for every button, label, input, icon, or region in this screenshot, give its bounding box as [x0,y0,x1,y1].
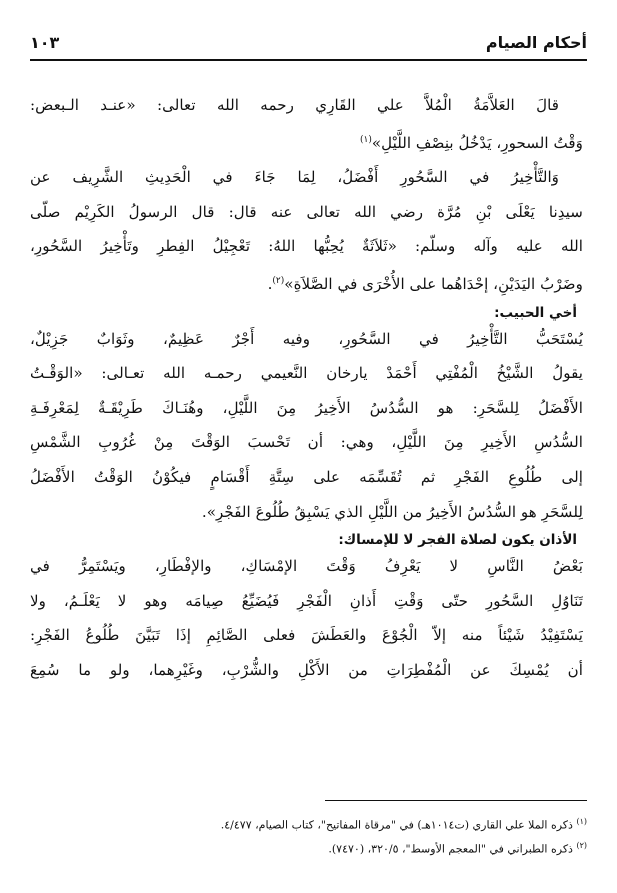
text-line: يقولُ الشَّيْخُ الْمُفْتِي أَحْمَدْ يارخان النَّعيمي رحمـه الله تعـالى: «الوَقْـتُ [30,364,583,383]
text-line-content: وضَرْبُ اليَدَيْنِ، إحْدَاهُما على الأُخْرَى في الصَّلاَةِ» [284,275,583,294]
text-line: سيدِنا يَعْلَى بْنِ مُرَّة رضي الله تعالى عنه قال: قال الرسولُ الكَرِيْم صلّى [30,202,583,221]
text-line: يَسْتَفِيْدُ شَيْئاً منه إلاّ الْجُوْعَ والعَطَشَ فعلى الصَّائِمِ إذَا تَبَيَّنَ طُلُوعُ الفَجْرِ: [30,626,583,645]
footnote-ref[interactable]: (١) [359,134,372,145]
page-number: ١٠٣ [30,32,60,52]
footnote-text: ذكره الطبراني في "المعجم الأوسط"، ٣٢٠/٥، (٧٤٧٠). [328,842,573,856]
text-line [30,264,583,302]
footnote [30,812,587,836]
body-text [30,88,583,688]
text-line: قالَ العَلاَّمَةُ الْمُلاَّ علي القَارِي رحمه الله تعالى: «عنـد الـبعض: [30,96,559,114]
footnote-ref[interactable]: (٢) [272,276,285,287]
text-line: الأَفْضَلُ لِلسَّحَرِ: هو السُّدُسُ الأَخِيرُ مِنَ اللَّيْلِ، وهُنَـاكَ طَرِيْقَـةٌ لِمَعْرِفَـةِ [30,398,583,417]
section-heading: أخي الحبيب: [494,304,577,321]
text-line-content: وَقْتُ السحورِ، يَدْخُلُ بنِصْفِ اللَّيْلِ» [371,133,583,152]
page-header [30,28,587,56]
footnote-marker: (١) [576,817,587,826]
text-line-punct: . [267,275,273,294]
text-line: إلى طُلُوعِ الفَجْرِ ثم تُقَسِّمَه على سِتَّةِ أَقْسَامٍ فيكُوْنُ الوَقْتُ الأَفْضَلُ [30,468,583,487]
text-line: وَالتَّأْخِيرُ في السَّحُورِ أَفْضَلُ، لِمَا جَاءَ في الْحَدِيثِ الشَّرِيف عن [30,168,559,187]
header-rule [30,59,587,61]
text-line: يُسْتَحَبُّ التَّأْخِيرُ في السَّحُورِ، وفيه أَجْرٌ عَظِيمٌ، وثَوَابٌ جَزِيْلٌ، [30,329,583,348]
text-line [30,123,583,161]
footnote-text: ذكره الملا علي القاري (ت١٠١٤هـ) في "مرقاة المفاتيح"، كتاب الصيام، ٤/٤٧٧. [220,818,573,832]
section-heading: الأذان يكون لصلاة الفجر لا للإمساك: [338,532,577,549]
text-line: لِلسَّحَرِ هو السُّدُسُ الأَخِيرُ من اللَّيْلِ الذي يَسْبِقُ طُلُوعَ الفَجْرِ». [201,502,583,521]
footnote-marker: (٢) [576,840,587,850]
footnotes [30,812,587,859]
text-line: أن يُمْسِكَ عن الْمُفْطِرَاتِ من الأَكْلِ والشُّرْبِ، وغَيْرِهما، ولو ما سُمِعَ [30,661,583,680]
footnote [30,836,587,860]
text-line: السُّدُسِ الأَخِيرِ مِنَ اللَّيْلِ، وهي: أن تَحْسبَ الوَقْتَ مِنْ غُرُوبِ الشَّمْسِ [30,433,583,452]
footnote-rule [325,800,587,801]
text-line: الله عليه وآله وسلّم: «ثَلاَثَةٌ يُحِبُّها اللهُ: تَعْجِيْلُ الفِطرِ وتَأْخِيرُ السَّحُورِ، [30,237,583,256]
text-line: تَنَاوُلِ السَّحُورِ حتّى وَقْتِ أَذانِ الْفَجْرِ فَيُضَيِّعُ صِيامَه وهو لا يَعْلَـمُ، ولا [30,591,583,610]
text-line: بَعْضُ النَّاسِ لا يَعْرِفُ وَقْتَ الإمْسَاكِ، والإفْطَارِ، ويَسْتَمِرُّ في [30,557,583,576]
running-title: أحكام الصيام [485,32,587,52]
